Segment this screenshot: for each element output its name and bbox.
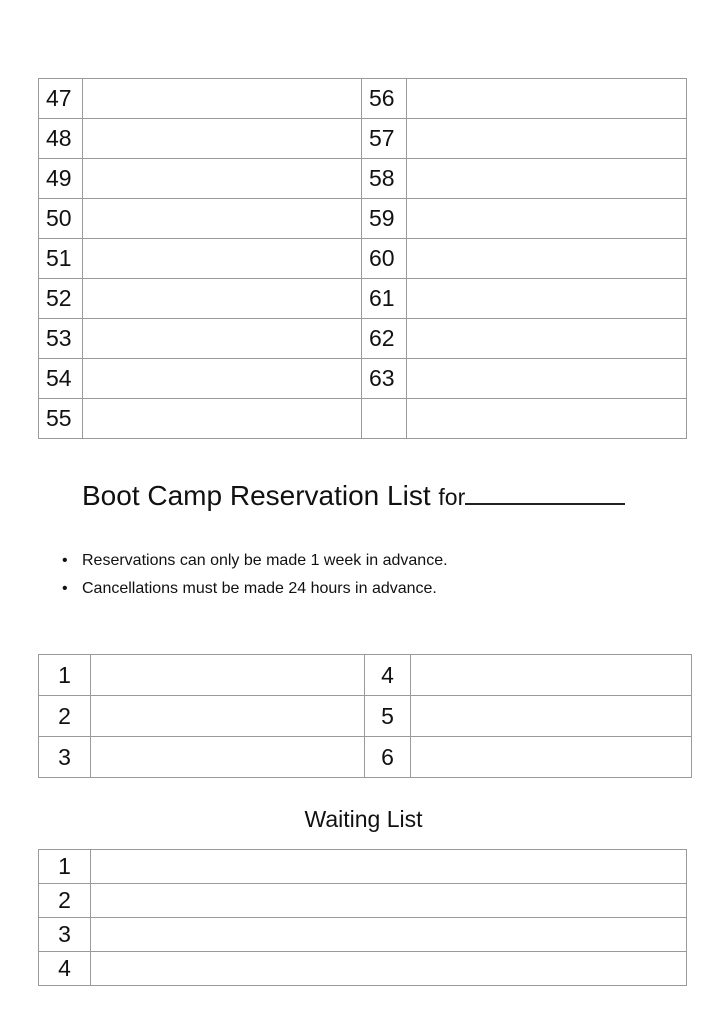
name-field[interactable] [407, 199, 687, 239]
name-field[interactable] [91, 737, 365, 778]
slot-number: 58 [362, 159, 407, 199]
name-field[interactable] [91, 884, 687, 918]
name-field[interactable] [407, 159, 687, 199]
list-item [62, 577, 448, 605]
name-field[interactable] [83, 119, 362, 159]
slot-number: 1 [39, 655, 91, 696]
slot-number: 63 [362, 359, 407, 399]
waiting-list-title: Waiting List [304, 806, 423, 832]
table-row [39, 79, 687, 119]
title-main: Boot Camp Reservation List [82, 480, 431, 511]
table-row [39, 319, 687, 359]
name-field[interactable] [83, 199, 362, 239]
table-row [39, 918, 687, 952]
name-field[interactable] [91, 850, 687, 884]
slot-number: 53 [39, 319, 83, 359]
slot-number: 51 [39, 239, 83, 279]
date-blank-line[interactable] [465, 481, 625, 505]
name-field[interactable] [407, 79, 687, 119]
slot-number: 3 [39, 737, 91, 778]
rule-text: Reservations can only be made 1 week in advance. [82, 552, 448, 569]
table-row [39, 159, 687, 199]
name-field[interactable] [83, 239, 362, 279]
table-row [39, 359, 687, 399]
name-field[interactable] [411, 655, 692, 696]
name-field[interactable] [411, 696, 692, 737]
slot-number: 61 [362, 279, 407, 319]
slot-number: 52 [39, 279, 83, 319]
slot-number: 4 [365, 655, 411, 696]
rule-text: Cancellations must be made 24 hours in advance. [82, 580, 437, 597]
name-field[interactable] [91, 655, 365, 696]
name-field[interactable] [407, 279, 687, 319]
page-title [82, 480, 625, 512]
slot-number: 2 [39, 884, 91, 918]
slot-number: 47 [39, 79, 83, 119]
bullet-icon: • [62, 580, 68, 597]
slot-number: 60 [362, 239, 407, 279]
slot-number: 59 [362, 199, 407, 239]
slot-number: 50 [39, 199, 83, 239]
table-row [39, 850, 687, 884]
table-row [39, 884, 687, 918]
table-row [39, 199, 687, 239]
reservation-table [38, 654, 692, 778]
slot-number: 1 [39, 850, 91, 884]
name-field[interactable] [407, 319, 687, 359]
reservation-rules-list [62, 549, 448, 605]
name-field[interactable] [83, 279, 362, 319]
reservation-continuation-table [38, 78, 687, 439]
name-field[interactable] [83, 399, 362, 439]
slot-number: 62 [362, 319, 407, 359]
slot-number: 5 [365, 696, 411, 737]
slot-number: 55 [39, 399, 83, 439]
name-field[interactable] [83, 159, 362, 199]
name-field[interactable] [83, 359, 362, 399]
slot-number: 6 [365, 737, 411, 778]
table-row [39, 279, 687, 319]
name-field[interactable] [411, 737, 692, 778]
bullet-icon: • [62, 552, 68, 569]
table-row [39, 952, 687, 986]
name-field[interactable] [83, 79, 362, 119]
name-field[interactable] [407, 399, 687, 439]
name-field[interactable] [407, 239, 687, 279]
name-field[interactable] [91, 918, 687, 952]
slot-number: 49 [39, 159, 83, 199]
slot-number [362, 399, 407, 439]
slot-number: 48 [39, 119, 83, 159]
list-item [62, 549, 448, 577]
name-field[interactable] [407, 119, 687, 159]
waiting-list-table [38, 849, 687, 986]
slot-number: 56 [362, 79, 407, 119]
name-field[interactable] [91, 696, 365, 737]
table-row [39, 119, 687, 159]
table-row [39, 696, 692, 737]
slot-number: 3 [39, 918, 91, 952]
slot-number: 2 [39, 696, 91, 737]
name-field[interactable] [407, 359, 687, 399]
table-row [39, 239, 687, 279]
slot-number: 4 [39, 952, 91, 986]
title-suffix: for [438, 484, 466, 510]
slot-number: 57 [362, 119, 407, 159]
name-field[interactable] [83, 319, 362, 359]
table-row [39, 655, 692, 696]
table-row [39, 399, 687, 439]
slot-number: 54 [39, 359, 83, 399]
name-field[interactable] [91, 952, 687, 986]
table-row [39, 737, 692, 778]
